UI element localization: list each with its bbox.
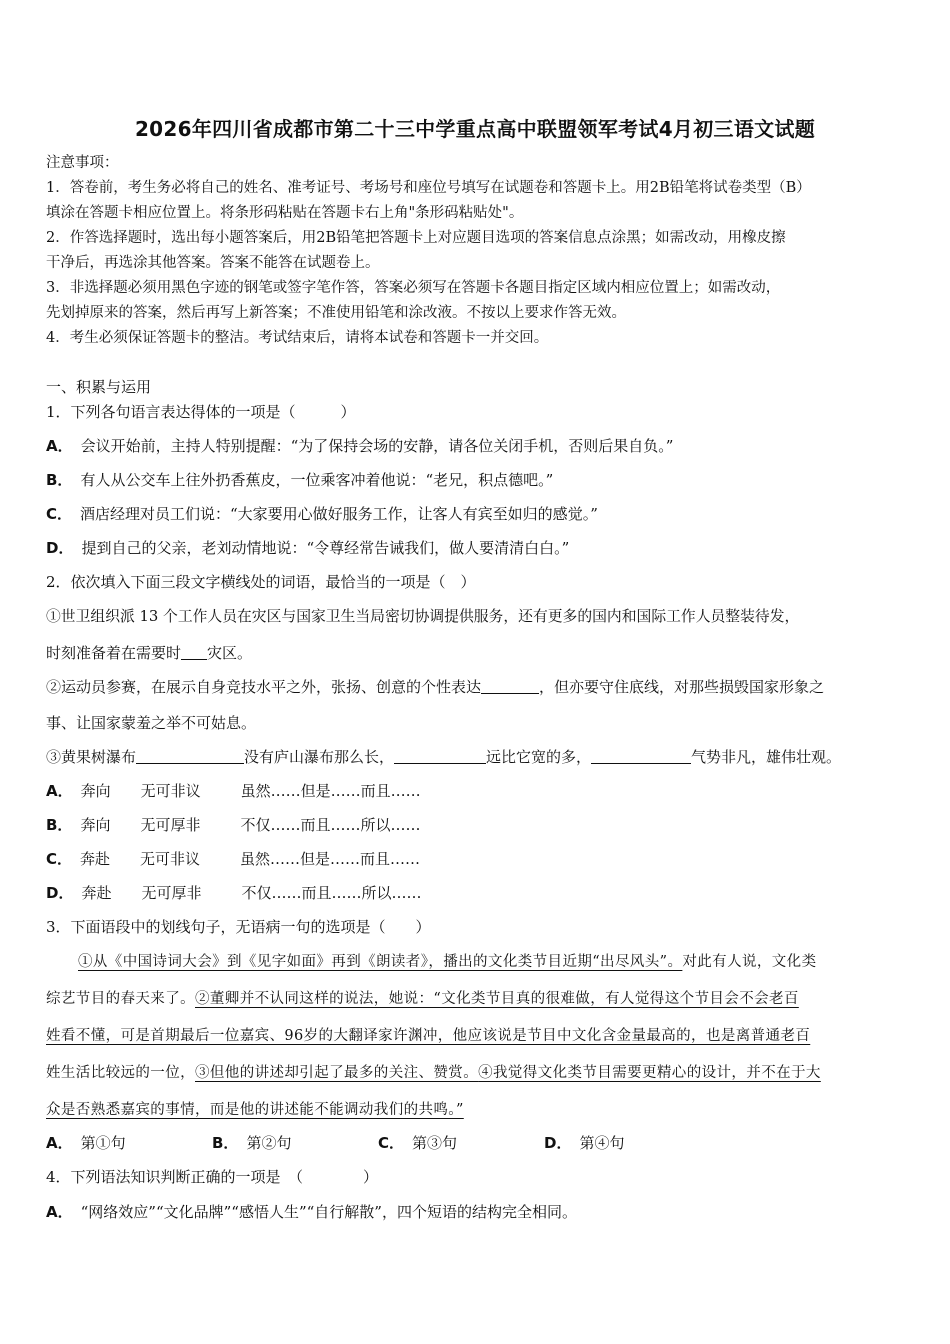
q2-paragraph-1a: ①世卫组织派 13 个工作人员在灾区与国家卫生当局密切协调提供服务，还有更多的国内和国际工作人员整装待发， [46,608,800,625]
q2-option-b [46,814,420,835]
option-word-3: 虽然……但是……而且…… [240,850,421,868]
notice-line-7: 4．考生必须保证答题卡的整洁。考试结束后，请将本试卷和答题卡一并交回。 [46,330,549,346]
q3-option-a [46,1132,212,1153]
q2-option-c [46,848,420,869]
option-word-3: 不仅……而且……所以…… [240,816,421,834]
fill-blank [136,749,244,764]
option-label: D． [46,884,74,902]
q2-paragraph-3 [46,746,841,767]
option-label: A． [46,437,73,455]
q3-passage-line-5 [46,1098,464,1119]
option-word-1: 奔赴 [81,884,112,902]
option-text: 会议开始前，主持人特别提醒：“为了保持会场的安静，请各位关闭手机，否则后果自负。” [80,437,674,455]
notice-line-4: 干净后，再选涂其他答案。答案不能答在试题卷上。 [46,255,380,271]
q3-option-c [378,1132,544,1153]
q3-stem: 3．下面语段中的划线句子，无语病一句的选项是（ ） [46,918,431,936]
option-label: A． [46,782,73,800]
q2-option-a [46,780,421,801]
text-segment: 对此有人说，文化类 [682,954,817,970]
notice-line-5: 3．非选择题必须用黑色字迹的钢笔或签字笔作答，答案必须写在答题卡各题目指定区域内相应位置上；如需改动， [46,280,781,296]
q3-option-b [212,1132,378,1153]
option-word-2: 无可厚非 [140,816,201,834]
underlined-sentence-2: ②董卿并不认同这样的说法，她说：“文化类节目真的很难做，有人觉得这个节目会不会老百 [195,991,799,1007]
q4-option-a [46,1201,577,1222]
q2-paragraph-2a [46,676,824,697]
q2-stem: 2．依次填入下面三段文字横线处的词语，最恰当的一项是（ ） [46,573,476,591]
text-segment: ③黄果树瀑布 [46,748,137,766]
option-word-3: 不仅……而且……所以…… [241,884,422,902]
fill-blank [394,749,486,764]
q1-option-d [46,537,569,558]
option-label: D． [544,1134,572,1152]
q3-passage-line-4 [46,1061,821,1082]
option-text: 第①句 [80,1134,126,1152]
text-segment: 灾区。 [207,644,253,662]
fill-blank [481,679,539,694]
q1-stem: 1．下列各句语言表达得体的一项是（ ） [46,403,356,421]
q2-paragraph-2b: 事、让国家蒙羞之举不可姑息。 [46,714,257,732]
underlined-sentence-3: ③但他的讲述却引起了最多的关注、赞赏。 [195,1065,479,1081]
option-label: D． [46,539,74,557]
fill-blank [181,645,207,660]
q3-option-d [544,1132,624,1153]
underlined-sentence-1: ①从《中国诗词大会》到《见字如面》再到《朗读者》，播出的文化类节目近期“出尽风头”。 [78,954,683,970]
q2-option-d [46,882,421,903]
underlined-sentence-4-cont: 众是否熟悉嘉宾的事情，而是他的讲述能不能调动我们的共鸣。” [46,1102,464,1118]
page-title: 2026年四川省成都市第二十三中学重点高中联盟领军考试4月初三语文试题 [134,117,816,141]
notice-line-3: 2．作答选择题时，选出每小题答案后，用2B铅笔把答题卡上对应题目选项的答案信息点涂黑；如需改动，用橡皮擦 [46,230,786,246]
section-heading: 一、积累与运用 [46,378,152,396]
notice-line-1: 1．答卷前，考生务必将自己的姓名、准考证号、考场号和座位号填写在试题卷和答题卡上。用2B铅笔将试卷类型（B） [46,180,811,196]
text-segment: ，但亦要守住底线，对那些损毁国家形象之 [539,678,825,696]
option-word-1: 奔向 [80,816,111,834]
q3-passage-line-3 [46,1024,810,1045]
q4-stem: 4．下列语法知识判断正确的一项是 （ ） [46,1168,379,1186]
option-text: “网络效应”“文化品牌”“感悟人生”“自行解散”，四个短语的结构完全相同。 [80,1203,577,1221]
text-segment: 姓生活比较远的一位， [46,1065,195,1081]
text-segment: ②运动员参赛，在展示自身竞技水平之外，张扬、创意的个性表达 [46,678,482,696]
notice-line-6: 先划掉原来的答案，然后再写上新答案；不准使用铅笔和涂改液。不按以上要求作答无效。 [46,305,626,321]
text-segment: 时刻准备着在需要时 [46,644,182,662]
option-word-3: 虽然……但是……而且…… [240,782,421,800]
underlined-sentence-4: ④我觉得文化类节目需要更精心的设计，并不在于大 [478,1065,821,1081]
notice-line-2: 填涂在答题卡相应位置上。将条形码粘贴在答题卡右上角"条形码粘贴处"。 [46,205,524,221]
text-segment: 没有庐山瀑布那么长， [244,748,395,766]
notice-heading: 注意事项： [46,155,119,171]
option-word-1: 奔向 [80,782,111,800]
option-word-2: 无可非议 [140,782,201,800]
option-word-1: 奔赴 [80,850,111,868]
option-label: C． [378,1134,405,1152]
option-word-2: 无可非议 [140,850,201,868]
fill-blank [591,749,691,764]
option-text: 第④句 [579,1134,625,1152]
option-text: 有人从公交车上往外扔香蕉皮，一位乘客冲着他说：“老兄，积点德吧。” [80,471,554,489]
text-segment: 远比它宽的多， [486,748,592,766]
q3-passage-line-1 [78,950,816,971]
option-word-2: 无可厚非 [141,884,202,902]
q2-paragraph-1b [46,642,252,663]
option-label: B． [46,816,73,834]
q1-option-a [46,435,673,456]
q1-option-c [46,503,598,524]
option-label: B． [46,471,73,489]
option-label: A． [46,1134,73,1152]
option-text: 第②句 [246,1134,292,1152]
text-segment: 综艺节目的春天来了。 [46,991,195,1007]
option-text: 第③句 [412,1134,458,1152]
option-label: C． [46,505,73,523]
q3-passage-line-2 [46,987,799,1008]
option-label: A． [46,1203,73,1221]
option-text: 酒店经理对员工们说：“大家要用心做好服务工作，让客人有宾至如归的感觉。” [80,505,598,523]
q3-options [46,1132,624,1153]
option-label: B． [212,1134,239,1152]
option-label: C． [46,850,73,868]
option-text: 提到自己的父亲，老刘动情地说：“令尊经常告诫我们，做人要清清白白。” [81,539,570,557]
underlined-sentence-2-cont: 姓看不懂，可是首期最后一位嘉宾、96岁的大翻译家许渊冲，他应该说是节目中文化含金量最高的，也是离普通老百 [46,1028,811,1044]
text-segment: 气势非凡，雄伟壮观。 [691,748,842,766]
q1-option-b [46,469,553,490]
